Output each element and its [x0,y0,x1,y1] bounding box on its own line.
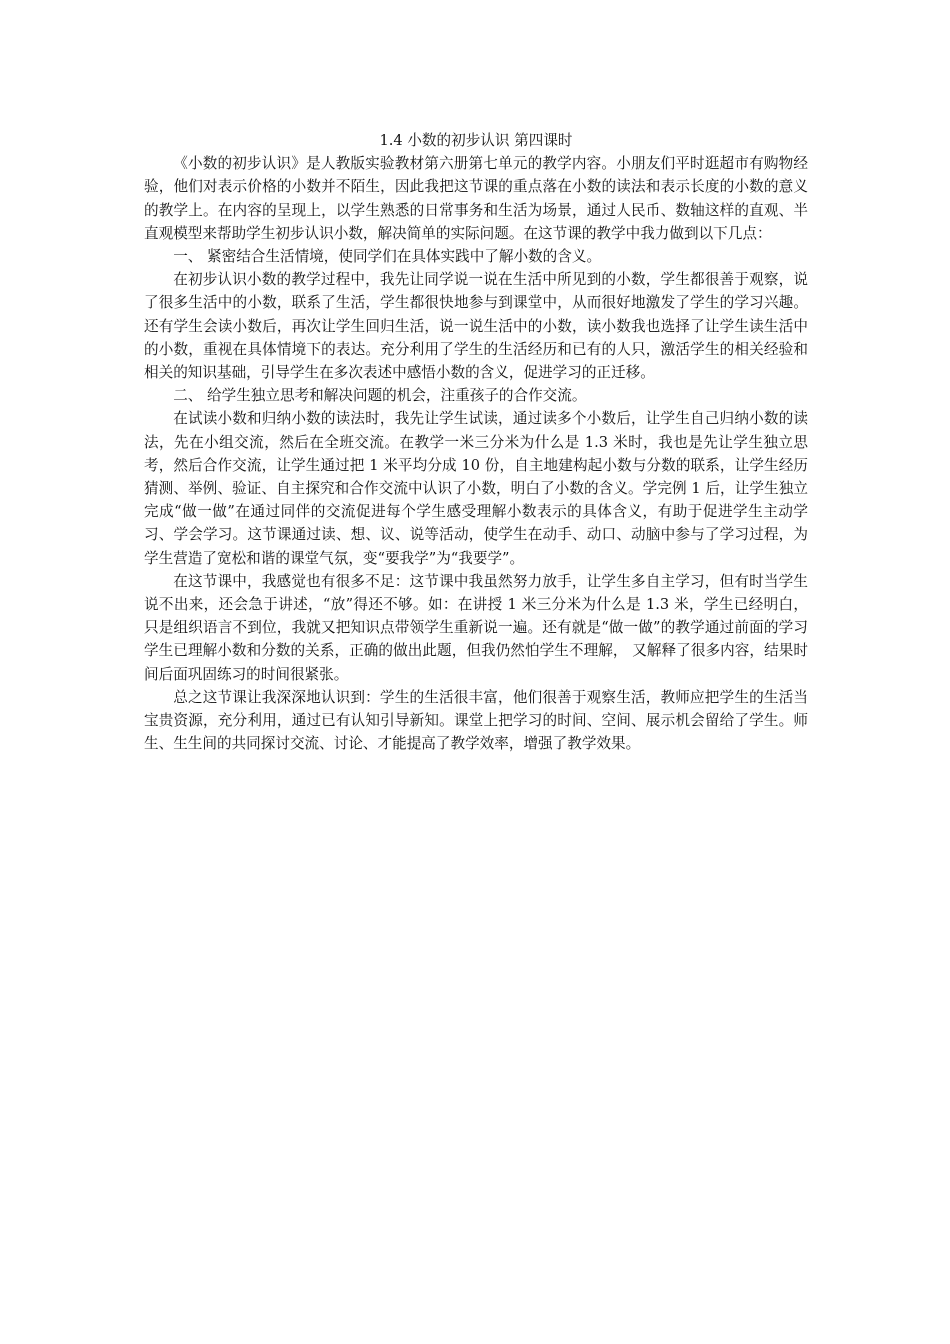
document-title: 1.4 小数的初步认识 第四课时 [379,132,573,149]
section-1-paragraph: 在初步认识小数的教学过程中，我先让同学说一说在生活中所见到的小数，学生都很善于观察，说了很多生活中的小数，联系了生活，学生都很快地参与到课堂中，从而很好地激发了学生的学习兴趣。还有学生会读小数后，再次让学生回归生活，说一说生活中的小数，读小数我也选择了让学生读生活中的小数，重视在具体情境下的表达。充分利用了学生的生活经历和已有的人只，激活学生的相关经验和相关的知识基础，引导学生在多次表述中感悟小数的含义，促进学习的正迁移。 [144,271,808,382]
section-heading-2: 二、 给学生独立思考和解决问题的机会，注重孩子的合作交流。 [173,387,587,405]
conclusion-paragraph: 总之这节课让我深深地认识到：学生的生活很丰富，他们很善于观察生活，教师应把学生的生活当宝贵资源，充分利用，通过已有认知引导新知。课堂上把学习的时间、空间、展示机会留给了学生。师生、生生间的共同探讨交流、讨论、才能提高了教学效率，增强了教学效果。 [144,688,808,753]
intro-paragraph: 《小数的初步认识》是人教版实验教材第六册第七单元的教学内容。小朋友们平时逛超市有购物经验，他们对表示价格的小数并不陌生，因此我把这节课的重点落在小数的读法和表示长度的小数的意义的教学上。在内容的呈现上，以学生熟悉的日常事务和生活为场景，通过人民币、数轴这样的直观、半直观模型来帮助学生初步认识小数，解决简单的实际问题。在这节课的教学中我力做到以下几点： [144,155,808,242]
section-heading-1: 一、 紧密结合生活情境，使同学们在具体实践中了解小数的含义。 [173,248,602,266]
shortcomings-paragraph: 在这节课中，我感觉也有很多不足：这节课中我虽然努力放手，让学生多自主学习，但有时当学生说不出来，还会急于讲述，“放”得还不够。如：在讲授 1 米三分米为什么是 1.3 米，学生已经明白，只是组织语言不到位，我就又把知识点带领学生重新说一遍。还有就是“做一做”的教学通过前面的学习学生已理解小数和分数的关系，正确的做出此题，但我仍然怕学生不理解， 又解释了很多内容，结果时间后面巩固练习的时间很紧张。 [144,572,808,683]
document-body [144,129,808,755]
section-2-paragraph: 在试读小数和归纳小数的读法时，我先让学生试读，通过读多个小数后，让学生自己归纳小数的读法，先在小组交流，然后在全班交流。在教学一米三分米为什么是 1.3 米时，我也是先让学生独立思考，然后合作交流，让学生通过把 1 米平均分成 10 份，自主地建构起小数与分数的联系，让学生经历猜测、举例、验证、自主探究和合作交流中认识了小数，明白了小数的含义。学完例 1 后，让学生独立完成“做一做”在通过同伴的交流促进每个学生感受理解小数表示的具体含义，有助于促进学生主动学习、学会学习。这节课通过读、想、议、说等活动，使学生在动手、动口、动脑中参与了学习过程，为学生营造了宽松和谐的课堂气氛，变“要我学”为“我要学”。 [144,410,808,567]
